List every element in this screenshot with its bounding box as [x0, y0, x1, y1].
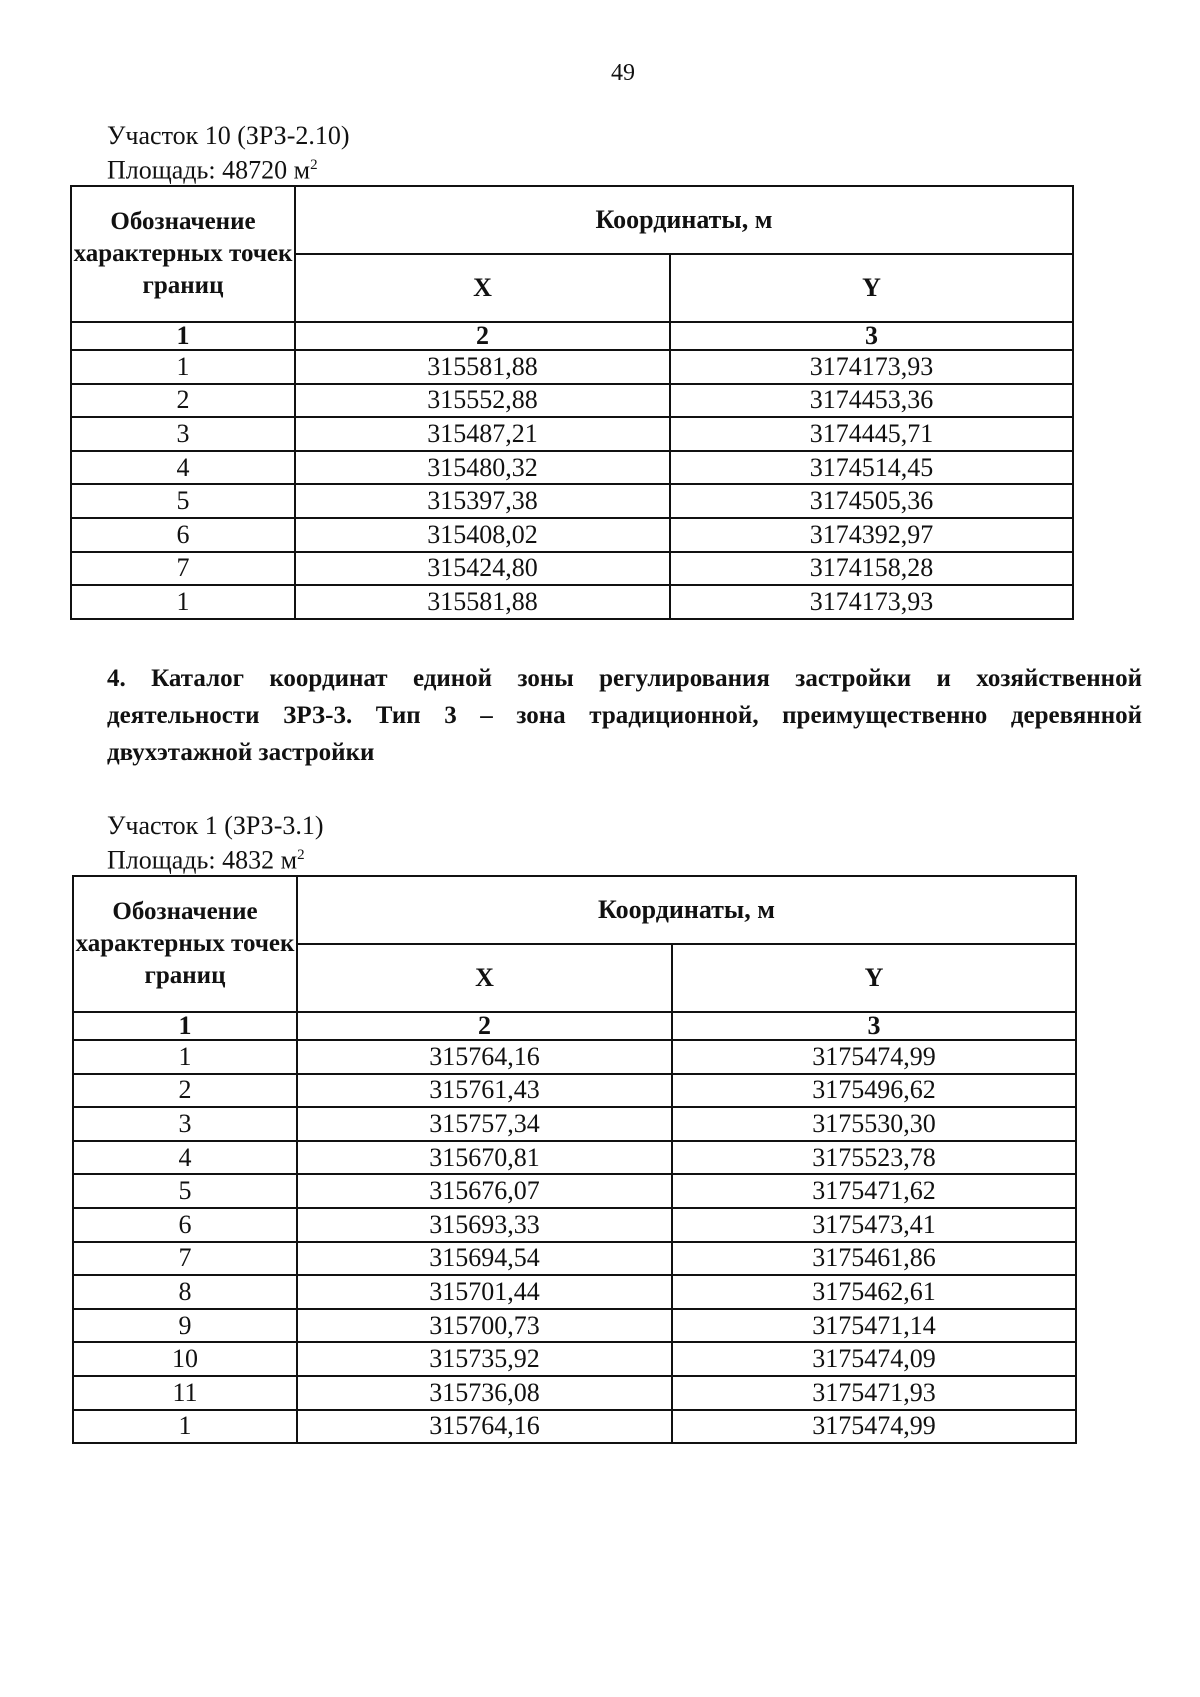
coordinates-table-1 — [70, 185, 1074, 620]
plot-title: Участок 10 (ЗРЗ-2.10) — [107, 121, 350, 150]
coord-y: 3174505,36 — [670, 484, 1073, 518]
coord-y: 3174453,36 — [670, 384, 1073, 418]
point-number: 1 — [73, 1410, 297, 1444]
coord-x: 315761,43 — [297, 1074, 672, 1108]
coord-y: 3175474,99 — [672, 1410, 1076, 1444]
coord-x: 315670,81 — [297, 1141, 672, 1175]
table-row — [71, 518, 1073, 552]
coord-y: 3175471,14 — [672, 1309, 1076, 1343]
table-row — [73, 1342, 1076, 1376]
coord-y: 3174514,45 — [670, 451, 1073, 485]
table-row — [71, 384, 1073, 418]
point-number: 1 — [71, 585, 295, 619]
coord-x: 315764,16 — [297, 1040, 672, 1074]
coord-y: 3174392,97 — [670, 518, 1073, 552]
point-number: 2 — [73, 1074, 297, 1108]
coord-x: 315581,88 — [295, 350, 670, 384]
header-x: X — [297, 944, 672, 1012]
coord-x: 315694,54 — [297, 1242, 672, 1276]
point-number: 3 — [73, 1107, 297, 1141]
point-number: 2 — [71, 384, 295, 418]
coord-x: 315736,08 — [297, 1376, 672, 1410]
table-row — [73, 1107, 1076, 1141]
point-number: 7 — [73, 1242, 297, 1276]
coord-y: 3175471,62 — [672, 1174, 1076, 1208]
point-number: 4 — [71, 451, 295, 485]
point-number: 6 — [73, 1208, 297, 1242]
header-y: Y — [672, 944, 1076, 1012]
table-row — [73, 1376, 1076, 1410]
table-row — [73, 1410, 1076, 1444]
point-number: 5 — [73, 1174, 297, 1208]
header-coords: Координаты, м — [295, 186, 1073, 254]
table-row — [71, 585, 1073, 619]
coord-x: 315487,21 — [295, 417, 670, 451]
col-number: 1 — [73, 1012, 297, 1040]
coord-x: 315693,33 — [297, 1208, 672, 1242]
header-points: Обозначение характерных точек границ — [73, 876, 297, 1012]
coord-y: 3175461,86 — [672, 1242, 1076, 1276]
coord-y: 3174173,93 — [670, 350, 1073, 384]
col-number: 3 — [672, 1012, 1076, 1040]
coord-x: 315552,88 — [295, 384, 670, 418]
coord-y: 3175474,99 — [672, 1040, 1076, 1074]
area-unit-sup: 2 — [297, 847, 305, 863]
coord-y: 3175496,62 — [672, 1074, 1076, 1108]
point-number: 9 — [73, 1309, 297, 1343]
point-number: 3 — [71, 417, 295, 451]
coord-y: 3174173,93 — [670, 585, 1073, 619]
area-text: Площадь: 4832 м — [107, 845, 298, 875]
point-number: 11 — [73, 1376, 297, 1410]
point-number: 1 — [71, 350, 295, 384]
table-row — [73, 1174, 1076, 1208]
coord-y: 3175530,30 — [672, 1107, 1076, 1141]
plot-title: Участок 1 (ЗРЗ-3.1) — [107, 811, 324, 840]
col-number: 2 — [295, 322, 670, 350]
table-row — [71, 552, 1073, 586]
coord-y: 3175462,61 — [672, 1275, 1076, 1309]
table-row — [71, 417, 1073, 451]
point-number: 6 — [71, 518, 295, 552]
table-row — [73, 1275, 1076, 1309]
table-row — [71, 451, 1073, 485]
header-x: X — [295, 254, 670, 322]
table-row — [73, 1242, 1076, 1276]
point-number: 10 — [73, 1342, 297, 1376]
point-number: 5 — [71, 484, 295, 518]
coord-x: 315480,32 — [295, 451, 670, 485]
coordinates-table-2 — [72, 875, 1077, 1444]
table-row — [73, 1074, 1076, 1108]
col-number: 3 — [670, 322, 1073, 350]
header-coords: Координаты, м — [297, 876, 1076, 944]
col-number: 1 — [71, 322, 295, 350]
coord-x: 315408,02 — [295, 518, 670, 552]
coord-y: 3175474,09 — [672, 1342, 1076, 1376]
coord-x: 315397,38 — [295, 484, 670, 518]
area-unit-sup: 2 — [310, 157, 318, 173]
col-number: 2 — [297, 1012, 672, 1040]
section-heading: 4. Каталог координат единой зоны регулирования застройки и хозяйственной деятельности ЗРЗ-3. Тип 3 – зона традиционной, преимущественно деревянной двухэтажной застройки — [107, 665, 1142, 766]
coord-y: 3175471,93 — [672, 1376, 1076, 1410]
coord-x: 315424,80 — [295, 552, 670, 586]
coord-x: 315701,44 — [297, 1275, 672, 1309]
point-number: 4 — [73, 1141, 297, 1175]
coord-y: 3174158,28 — [670, 552, 1073, 586]
coord-x: 315700,73 — [297, 1309, 672, 1343]
header-points: Обозначение характерных точек границ — [71, 186, 295, 322]
table-row — [73, 1208, 1076, 1242]
table-row — [73, 1309, 1076, 1343]
table-row — [71, 350, 1073, 384]
coord-y: 3175473,41 — [672, 1208, 1076, 1242]
page-number: 49 — [611, 60, 635, 86]
coord-x: 315581,88 — [295, 585, 670, 619]
plot-area — [107, 840, 305, 876]
point-number: 1 — [73, 1040, 297, 1074]
table-row — [71, 484, 1073, 518]
coord-y: 3174445,71 — [670, 417, 1073, 451]
coord-x: 315676,07 — [297, 1174, 672, 1208]
area-text: Площадь: 48720 м — [107, 155, 311, 185]
table-row — [73, 1040, 1076, 1074]
table-row — [73, 1141, 1076, 1175]
coord-x: 315735,92 — [297, 1342, 672, 1376]
coord-x: 315764,16 — [297, 1410, 672, 1444]
plot-area — [107, 150, 318, 186]
header-y: Y — [670, 254, 1073, 322]
point-number: 7 — [71, 552, 295, 586]
coord-y: 3175523,78 — [672, 1141, 1076, 1175]
coord-x: 315757,34 — [297, 1107, 672, 1141]
point-number: 8 — [73, 1275, 297, 1309]
